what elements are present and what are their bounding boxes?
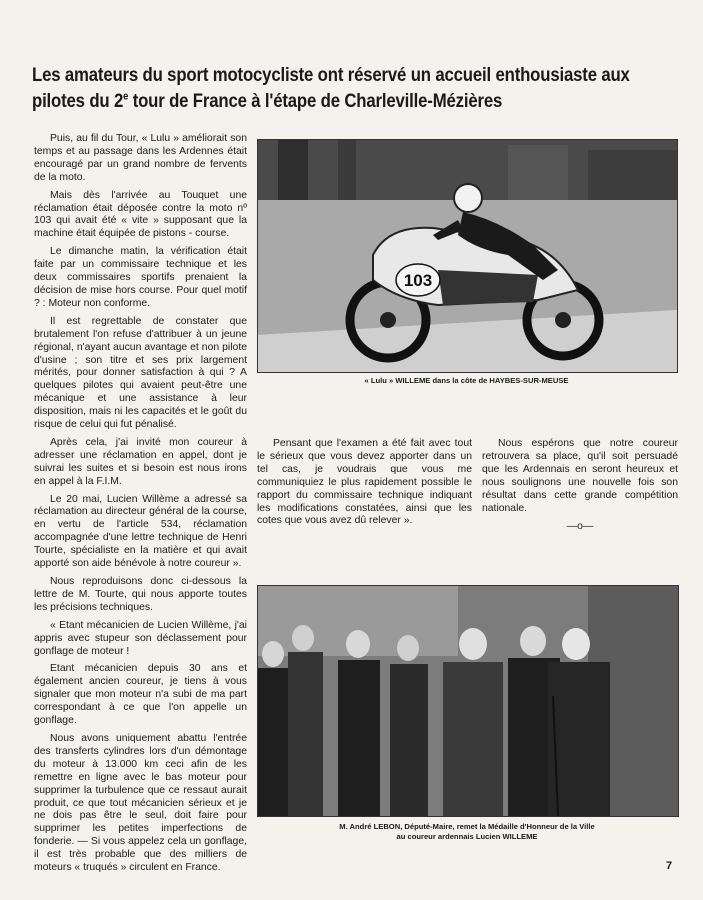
ceremony-illustration xyxy=(258,586,678,816)
paragraph: Nous espérons que notre coureur retrouvera sa place, qu'il soit persuadé que les Ardennais en seront heureux et nous soulignons une nouvelle fois son résultat dans cette grande compétition nationale. xyxy=(482,438,678,514)
paragraph: Nous avons uniquement abattu l'entrée des transferts cylindres lors d'un démontage du moteur à 13.000 km ceci afin de les remettre en ligne avec le bas moteur pour supprimer la turbulence que ce ressaut aurait produit, ce que tout mécanicien sérieux et je ne dois pas être le seul, doit faire pour supprimer les petites imperfections de fonderie. — Si vous appelez cela un gonflage, il est très probable que des milliers de moteurs « truqués » circulent en France. xyxy=(34,732,247,874)
paragraph: Le dimanche matin, la vérification était faite par un commissaire technique et les deux commissaires sportifs prenaient la décision de mise hors course. Pour quel motif ? : Moteur non conforme. xyxy=(34,246,247,309)
paragraph: « Etant mécanicien de Lucien Willème, j'ai appris avec stupeur son déclassement pour gonflage de moteur ! xyxy=(34,619,247,657)
article-title xyxy=(32,62,686,114)
title-text-2: tour de France à l'étape de Charleville-Mézières xyxy=(128,90,503,112)
top-photo-caption: « Lulu » WILLEME dans la côte de HAYBES-SUR-MEUSE xyxy=(364,376,569,385)
title-text-1: Les amateurs du sport motocycliste ont réservé un accueil enthousiaste aux pilotes du 2 xyxy=(32,64,630,112)
paragraph: Mais dès l'arrivée au Touquet une réclamation était déposée contre la moto nº 103 qui avait été « vite » supposant que la machine était équipée de pistons - course. xyxy=(34,189,247,240)
caption-line: M. André LEBON, Député-Maire, remet la Médaille d'Honneur de la Ville xyxy=(339,822,595,831)
paragraph: Après cela, j'ai invité mon coureur à adresser une réclamation en appel, dont je suivrai les suites et si besoin est nous irons en appel à la F.I.M. xyxy=(34,436,247,487)
page-number: 7 xyxy=(666,860,673,872)
middle-text-column xyxy=(257,438,472,533)
right-text-column xyxy=(482,438,678,539)
paragraph: Etant mécanicien depuis 30 ans et également ancien coureur, je tiens à vous signaler que mon moteur n'a subi de ma part correspondant à ce que l'on appelle un gonflage. xyxy=(34,663,247,727)
title-superscript: e xyxy=(123,90,129,103)
motorcycle-race-photo xyxy=(257,139,678,373)
separator: —o— xyxy=(566,521,594,533)
motorcycle-race-illustration xyxy=(258,140,677,372)
left-text-column xyxy=(34,133,247,880)
bike-number-plate: 103 xyxy=(403,271,433,290)
paragraph: Le 20 mai, Lucien Willème a adressé sa réclamation au directeur général de la course, en vertu de l'article 534, réclamation accompagnée d'une lettre technique de Henri Tourte, spécialiste en la matière et qui avait apporté son aide bénévole à notre coureur ». xyxy=(34,493,247,570)
paragraph: Nous reproduisons donc ci-dessous la lettre de M. Tourte, qui nous apporte toutes les précisions techniques. xyxy=(34,576,247,613)
ceremony-photo xyxy=(257,585,679,817)
paragraph: Puis, au fil du Tour, « Lulu » améliorait son temps et au passage dans les Ardennes était encouragé par un grand nombre de fervents de la moto. xyxy=(34,133,247,183)
paragraph: Pensant que l'examen a été fait avec tout le sérieux que vous devez apporter dans un tel cas, je voudrais que vous me communiquiez le plus rapidement possible le rapport du commissaire technique indiquant les modifications constatées, ainsi que les cotes que vous avez dû relever ». xyxy=(257,438,472,527)
caption-line: au coureur ardennais Lucien WILLEME xyxy=(396,831,538,841)
bottom-photo-caption xyxy=(257,822,677,841)
paragraph: Il est regrettable de constater que brutalement l'on refuse d'attribuer à un jeune régional, n'ayant aucun avantage et non pilote d'usine ; son titre et ses prix largement mérités, pour donner satisfaction à qui ? A quelques pilotes qui avaient peut-être une mécanique et une assistance à leur disposition, mais ni les capacités et le goût du risque de celui qui fut pénalisé. xyxy=(34,315,247,431)
